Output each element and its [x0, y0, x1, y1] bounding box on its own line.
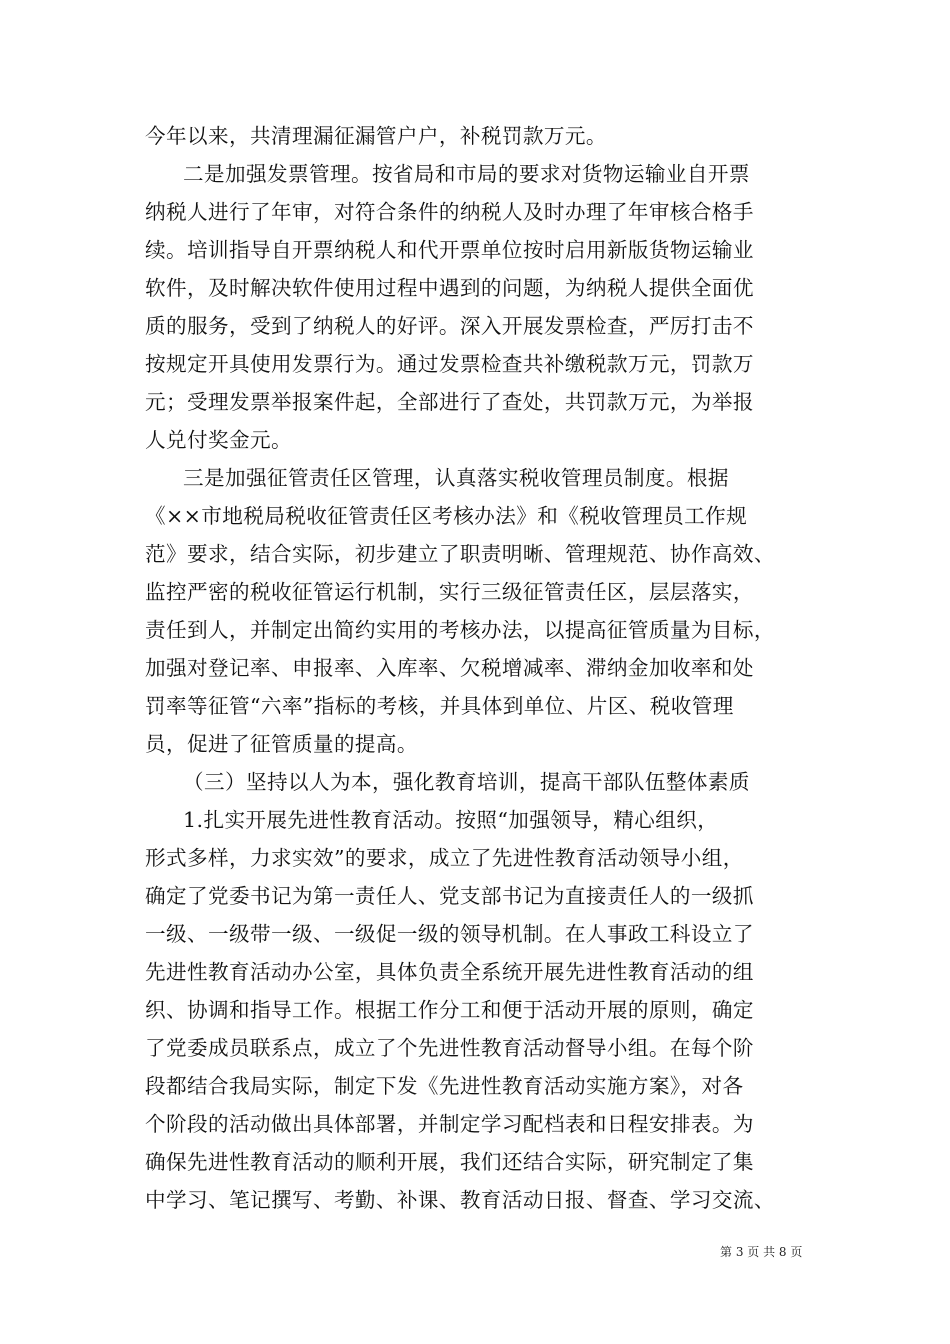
- text-line: 形式多样，力求实效”的要求，成立了先进性教育活动领导小组，: [145, 846, 744, 870]
- page-number: 第 3 页 共 8 页: [720, 1245, 803, 1259]
- text-line: 个阶段的活动做出具体部署，并制定学习配档表和日程安排表。为: [145, 1112, 754, 1136]
- text-line: 员，促进了征管质量的提高。: [145, 732, 418, 756]
- text-line: 三是加强征管责任区管理，认真落实税收管理员制度。根据: [183, 466, 729, 490]
- text-line: 加强对登记率、申报率、入库率、欠税增减率、滞纳金加收率和处: [145, 656, 754, 680]
- text-line: 责任到人，并制定出简约实用的考核办法，以提高征管质量为目标，: [145, 618, 775, 642]
- text-line: 按规定开具使用发票行为。通过发票检查共补缴税款万元，罚款万: [145, 352, 754, 376]
- text-line: 软件，及时解决软件使用过程中遇到的问题，为纳税人提供全面优: [145, 276, 754, 300]
- text-line: 中学习、笔记撰写、考勤、补课、教育活动日报、督查、学习交流、: [145, 1188, 775, 1212]
- text-line: 今年以来，共清理漏征漏管户户，补税罚款万元。: [145, 124, 607, 148]
- text-line: 确定了党委书记为第一责任人、党支部书记为直接责任人的一级抓: [145, 884, 754, 908]
- text-line: 监控严密的税收征管运行机制，实行三级征管责任区，层层落实，: [145, 580, 754, 604]
- text-line: 范》要求，结合实际，初步建立了职责明晰、管理规范、协作高效、: [145, 542, 775, 566]
- text-line: 纳税人进行了年审，对符合条件的纳税人及时办理了年审核合格手: [145, 200, 754, 224]
- text-line: 质的服务，受到了纳税人的好评。深入开展发票检查，严厉打击不: [145, 314, 754, 338]
- text-line: 确保先进性教育活动的顺利开展，我们还结合实际，研究制定了集: [145, 1150, 754, 1174]
- text-line: 先进性教育活动办公室，具体负责全系统开展先进性教育活动的组: [145, 960, 754, 984]
- text-line: 《××市地税局税收征管责任区考核办法》和《税收管理员工作规: [145, 504, 748, 528]
- text-line: 人兑付奖金元。: [145, 428, 292, 452]
- text-line: 元；受理发票举报案件起，全部进行了查处，共罚款万元，为举报: [145, 390, 754, 414]
- text-line: 二是加强发票管理。按省局和市局的要求对货物运输业自开票: [183, 162, 750, 186]
- text-line: 织、协调和指导工作。根据工作分工和便于活动开展的原则，确定: [145, 998, 754, 1022]
- text-line: 段都结合我局实际，制定下发《先进性教育活动实施方案》，对各: [145, 1074, 744, 1098]
- text-line: 一级、一级带一级、一级促一级的领导机制。在人事政工科设立了: [145, 922, 754, 946]
- text-line: 罚率等征管“六率”指标的考核，并具体到单位、片区、税收管理: [145, 694, 734, 718]
- text-line: 了党委成员联系点，成立了个先进性教育活动督导小组。在每个阶: [145, 1036, 754, 1060]
- section-heading: （三）坚持以人为本，强化教育培训，提高干部队伍整体素质: [183, 770, 750, 794]
- text-line: 1.扎实开展先进性教育活动。按照“加强领导，精心组织，: [183, 808, 719, 832]
- text-line: 续。培训指导自开票纳税人和代开票单位按时启用新版货物运输业: [145, 238, 754, 262]
